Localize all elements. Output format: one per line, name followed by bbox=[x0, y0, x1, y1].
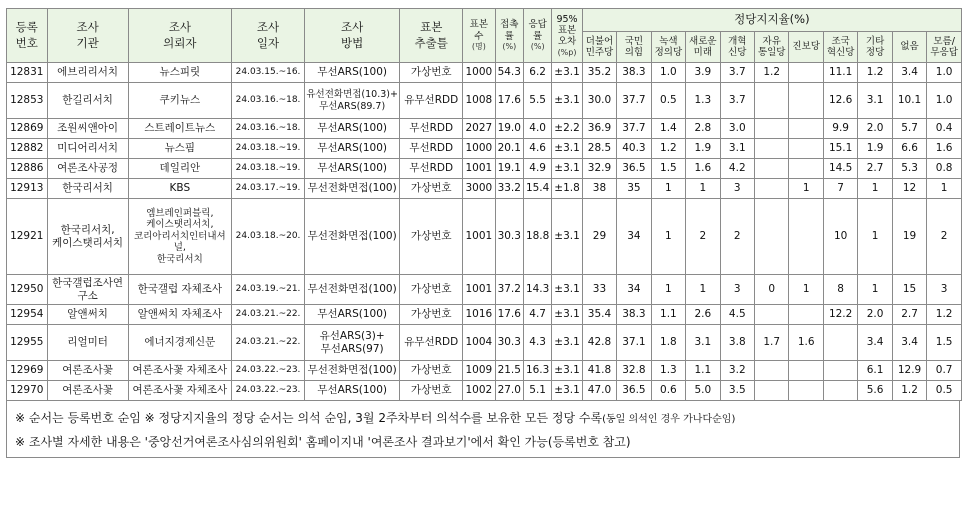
cell-party-support: 36.9 bbox=[582, 119, 616, 139]
cell-party-support bbox=[823, 381, 857, 401]
cell-date: 24.03.19.~21. bbox=[232, 275, 305, 305]
cell-party-support: 37.7 bbox=[617, 119, 651, 139]
cell-margin-of-error: ±3.1 bbox=[552, 275, 582, 305]
cell-party-support bbox=[789, 119, 823, 139]
cell-party-support: 3 bbox=[927, 275, 962, 305]
header-contact-rate: 접촉 률 (%) bbox=[495, 9, 523, 63]
cell-party-support: 19 bbox=[892, 199, 926, 275]
footnotes bbox=[6, 401, 960, 458]
cell-contact-rate: 30.3 bbox=[495, 325, 523, 361]
cell-party-support: 3.2 bbox=[720, 361, 754, 381]
cell-party-support: 3.0 bbox=[720, 119, 754, 139]
cell-party-support: 1.1 bbox=[651, 305, 685, 325]
cell-sample-frame: 가상번호 bbox=[400, 381, 463, 401]
cell-party-support: 5.3 bbox=[892, 159, 926, 179]
cell-party-support bbox=[755, 83, 789, 119]
header-party: 국민 의힘 bbox=[617, 32, 651, 63]
cell-client: 뉴스피릿 bbox=[128, 63, 231, 83]
cell-method: 무선ARS(100) bbox=[305, 139, 400, 159]
cell-party-support: 37.1 bbox=[617, 325, 651, 361]
cell-party-support: 1 bbox=[927, 179, 962, 199]
cell-org: 알앤써치 bbox=[47, 305, 128, 325]
cell-party-support: 3.8 bbox=[720, 325, 754, 361]
cell-party-support: 5.7 bbox=[892, 119, 926, 139]
cell-date: 24.03.18.~19. bbox=[232, 139, 305, 159]
cell-contact-rate: 20.1 bbox=[495, 139, 523, 159]
cell-margin-of-error: ±3.1 bbox=[552, 199, 582, 275]
cell-party-support: 38 bbox=[582, 179, 616, 199]
cell-method: 유선ARS(3)+ 무선ARS(97) bbox=[305, 325, 400, 361]
cell-party-support: 1.2 bbox=[927, 305, 962, 325]
cell-party-support bbox=[823, 325, 857, 361]
cell-party-support bbox=[789, 63, 823, 83]
cell-date: 24.03.16.~18. bbox=[232, 83, 305, 119]
cell-party-support: 1.9 bbox=[686, 139, 720, 159]
cell-client: 알앤써치 자체조사 bbox=[128, 305, 231, 325]
cell-contact-rate: 27.0 bbox=[495, 381, 523, 401]
cell-client: 여론조사꽃 자체조사 bbox=[128, 381, 231, 401]
cell-party-support: 35.2 bbox=[582, 63, 616, 83]
cell-sample-frame: 무선RDD bbox=[400, 119, 463, 139]
cell-sample-size: 1001 bbox=[463, 275, 495, 305]
cell-party-support: 10 bbox=[823, 199, 857, 275]
cell-party-support: 0 bbox=[755, 275, 789, 305]
cell-party-support: 36.5 bbox=[617, 159, 651, 179]
cell-org: 리얼미터 bbox=[47, 325, 128, 361]
cell-party-support: 1.0 bbox=[927, 63, 962, 83]
cell-party-support: 1.2 bbox=[892, 381, 926, 401]
cell-party-support: 35.4 bbox=[582, 305, 616, 325]
cell-method: 무선ARS(100) bbox=[305, 119, 400, 139]
cell-party-support: 6.1 bbox=[858, 361, 892, 381]
cell-party-support: 2 bbox=[720, 199, 754, 275]
header-date: 조사 일자 bbox=[232, 9, 305, 63]
cell-sample-size: 1001 bbox=[463, 159, 495, 179]
cell-reg-no: 12831 bbox=[7, 63, 48, 83]
cell-party-support bbox=[755, 139, 789, 159]
cell-margin-of-error: ±3.1 bbox=[552, 159, 582, 179]
cell-party-support: 14.5 bbox=[823, 159, 857, 179]
cell-party-support: 4.5 bbox=[720, 305, 754, 325]
cell-client: 에너지경제신문 bbox=[128, 325, 231, 361]
cell-party-support bbox=[755, 119, 789, 139]
cell-party-support: 5.6 bbox=[858, 381, 892, 401]
cell-party-support bbox=[789, 139, 823, 159]
cell-party-support: 12.2 bbox=[823, 305, 857, 325]
cell-party-support: 11.1 bbox=[823, 63, 857, 83]
table-row bbox=[7, 119, 962, 139]
cell-date: 24.03.18.~19. bbox=[232, 159, 305, 179]
cell-party-support: 3.4 bbox=[858, 325, 892, 361]
cell-party-support bbox=[755, 361, 789, 381]
cell-reg-no: 12913 bbox=[7, 179, 48, 199]
cell-sample-size: 2027 bbox=[463, 119, 495, 139]
cell-party-support: 1.7 bbox=[755, 325, 789, 361]
cell-reg-no: 12869 bbox=[7, 119, 48, 139]
cell-response-rate: 4.3 bbox=[523, 325, 551, 361]
cell-party-support: 1.8 bbox=[651, 325, 685, 361]
header-party: 새로운 미래 bbox=[686, 32, 720, 63]
cell-party-support: 38.3 bbox=[617, 305, 651, 325]
cell-party-support bbox=[755, 305, 789, 325]
cell-party-support: 1.9 bbox=[858, 139, 892, 159]
cell-party-support: 0.7 bbox=[927, 361, 962, 381]
header-client: 조사 의뢰자 bbox=[128, 9, 231, 63]
cell-party-support: 6.6 bbox=[892, 139, 926, 159]
cell-party-support: 10.1 bbox=[892, 83, 926, 119]
cell-client: 쿠키뉴스 bbox=[128, 83, 231, 119]
cell-response-rate: 5.5 bbox=[523, 83, 551, 119]
cell-sample-size: 1008 bbox=[463, 83, 495, 119]
header-reg-no: 등록 번호 bbox=[7, 9, 48, 63]
cell-response-rate: 4.7 bbox=[523, 305, 551, 325]
cell-party-support: 1.6 bbox=[686, 159, 720, 179]
cell-sample-size: 1002 bbox=[463, 381, 495, 401]
header-sample-frame: 표본 추출틀 bbox=[400, 9, 463, 63]
header-party: 기타 정당 bbox=[858, 32, 892, 63]
table-row bbox=[7, 381, 962, 401]
cell-date: 24.03.17.~19. bbox=[232, 179, 305, 199]
cell-party-support: 3.4 bbox=[892, 325, 926, 361]
cell-client: KBS bbox=[128, 179, 231, 199]
cell-method: 무선ARS(100) bbox=[305, 159, 400, 179]
cell-margin-of-error: ±3.1 bbox=[552, 381, 582, 401]
header-method: 조사 방법 bbox=[305, 9, 400, 63]
cell-contact-rate: 30.3 bbox=[495, 199, 523, 275]
cell-response-rate: 4.0 bbox=[523, 119, 551, 139]
cell-method: 무선ARS(100) bbox=[305, 63, 400, 83]
cell-response-rate: 15.4 bbox=[523, 179, 551, 199]
cell-party-support: 3.5 bbox=[720, 381, 754, 401]
cell-contact-rate: 33.2 bbox=[495, 179, 523, 199]
cell-party-support: 0.5 bbox=[927, 381, 962, 401]
poll-table-container bbox=[6, 8, 962, 458]
cell-org: 조원씨앤아이 bbox=[47, 119, 128, 139]
cell-party-support bbox=[789, 381, 823, 401]
header-party: 더불어 민주당 bbox=[582, 32, 616, 63]
cell-reg-no: 12886 bbox=[7, 159, 48, 179]
cell-party-support: 1 bbox=[651, 199, 685, 275]
cell-party-support: 3 bbox=[720, 179, 754, 199]
cell-party-support: 15 bbox=[892, 275, 926, 305]
cell-party-support: 4.2 bbox=[720, 159, 754, 179]
cell-party-support: 3.7 bbox=[720, 63, 754, 83]
cell-margin-of-error: ±2.2 bbox=[552, 119, 582, 139]
cell-sample-size: 1001 bbox=[463, 199, 495, 275]
cell-party-support: 0.6 bbox=[651, 381, 685, 401]
cell-margin-of-error: ±1.8 bbox=[552, 179, 582, 199]
cell-method: 무선전화면접(100) bbox=[305, 179, 400, 199]
cell-party-support: 12.6 bbox=[823, 83, 857, 119]
cell-party-support: 1.2 bbox=[858, 63, 892, 83]
cell-party-support: 2.0 bbox=[858, 119, 892, 139]
cell-party-support: 1.5 bbox=[927, 325, 962, 361]
cell-date: 24.03.21.~22. bbox=[232, 325, 305, 361]
cell-party-support: 0.8 bbox=[927, 159, 962, 179]
cell-org: 미디어리서치 bbox=[47, 139, 128, 159]
cell-party-support: 0.5 bbox=[651, 83, 685, 119]
cell-party-support bbox=[789, 361, 823, 381]
cell-sample-frame: 유무선RDD bbox=[400, 325, 463, 361]
cell-sample-frame: 가상번호 bbox=[400, 305, 463, 325]
cell-reg-no: 12950 bbox=[7, 275, 48, 305]
header-margin-of-error: 95% 표본 오차 (%p) bbox=[552, 9, 582, 63]
cell-party-support bbox=[823, 361, 857, 381]
cell-reg-no: 12955 bbox=[7, 325, 48, 361]
cell-sample-size: 1016 bbox=[463, 305, 495, 325]
cell-party-support: 15.1 bbox=[823, 139, 857, 159]
cell-party-support: 35 bbox=[617, 179, 651, 199]
table-row bbox=[7, 63, 962, 83]
cell-sample-size: 3000 bbox=[463, 179, 495, 199]
cell-sample-frame: 가상번호 bbox=[400, 199, 463, 275]
cell-date: 24.03.22.~23. bbox=[232, 361, 305, 381]
cell-method: 유선전화면접(10.3)+ 무선ARS(89.7) bbox=[305, 83, 400, 119]
cell-sample-frame: 무선RDD bbox=[400, 159, 463, 179]
cell-method: 무선전화면접(100) bbox=[305, 275, 400, 305]
cell-org: 한길리서치 bbox=[47, 83, 128, 119]
cell-client: 뉴스핌 bbox=[128, 139, 231, 159]
table-row bbox=[7, 361, 962, 381]
cell-date: 24.03.18.~20. bbox=[232, 199, 305, 275]
cell-reg-no: 12882 bbox=[7, 139, 48, 159]
cell-party-support: 1 bbox=[789, 179, 823, 199]
header-sample-size: 표본 수 (명) bbox=[463, 9, 495, 63]
cell-reg-no: 12969 bbox=[7, 361, 48, 381]
table-body bbox=[7, 63, 962, 401]
cell-org: 여론조사꽃 bbox=[47, 361, 128, 381]
cell-party-support: 1.1 bbox=[686, 361, 720, 381]
cell-response-rate: 6.2 bbox=[523, 63, 551, 83]
cell-sample-size: 1000 bbox=[463, 139, 495, 159]
cell-party-support: 0.4 bbox=[927, 119, 962, 139]
cell-reg-no: 12954 bbox=[7, 305, 48, 325]
cell-party-support: 1 bbox=[858, 199, 892, 275]
cell-party-support: 1 bbox=[789, 275, 823, 305]
cell-method: 무선ARS(100) bbox=[305, 305, 400, 325]
cell-sample-frame: 유무선RDD bbox=[400, 83, 463, 119]
cell-party-support: 1.0 bbox=[927, 83, 962, 119]
cell-party-support: 36.5 bbox=[617, 381, 651, 401]
table-row bbox=[7, 275, 962, 305]
cell-party-support: 3.1 bbox=[858, 83, 892, 119]
cell-party-support: 1 bbox=[651, 275, 685, 305]
cell-party-support: 47.0 bbox=[582, 381, 616, 401]
cell-party-support: 5.0 bbox=[686, 381, 720, 401]
header-party: 모름/ 무응답 bbox=[927, 32, 962, 63]
cell-party-support: 1.3 bbox=[651, 361, 685, 381]
header-party: 개혁 신당 bbox=[720, 32, 754, 63]
cell-sample-frame: 가상번호 bbox=[400, 275, 463, 305]
cell-org: 한국리서치 bbox=[47, 179, 128, 199]
cell-party-support bbox=[789, 199, 823, 275]
cell-party-support: 2.7 bbox=[892, 305, 926, 325]
cell-party-support bbox=[789, 305, 823, 325]
table-row bbox=[7, 199, 962, 275]
table-row bbox=[7, 179, 962, 199]
cell-org: 한국리서치, 케이스탯리서치 bbox=[47, 199, 128, 275]
cell-sample-size: 1000 bbox=[463, 63, 495, 83]
cell-party-support: 41.8 bbox=[582, 361, 616, 381]
poll-table bbox=[6, 8, 962, 401]
cell-org: 한국갤럽조사연 구소 bbox=[47, 275, 128, 305]
cell-party-support: 2.8 bbox=[686, 119, 720, 139]
header-org: 조사 기관 bbox=[47, 9, 128, 63]
cell-contact-rate: 17.6 bbox=[495, 305, 523, 325]
cell-party-support bbox=[755, 199, 789, 275]
cell-party-support: 1 bbox=[686, 275, 720, 305]
cell-party-support: 3.1 bbox=[686, 325, 720, 361]
cell-org: 에브리리서치 bbox=[47, 63, 128, 83]
cell-party-support: 1.2 bbox=[651, 139, 685, 159]
cell-party-support: 1.4 bbox=[651, 119, 685, 139]
cell-org: 여론조사꽃 bbox=[47, 381, 128, 401]
footnote-1: ※ 순서는 등록번호 순임 ※ 정당지지율의 정당 순서는 의석 순임, 3월 2주차부터 의석수를 보유한 모든 정당 수록(동일 의석인 경우 가나다순임) bbox=[15, 411, 736, 425]
cell-sample-frame: 무선RDD bbox=[400, 139, 463, 159]
cell-party-support: 37.7 bbox=[617, 83, 651, 119]
cell-org: 여론조사공정 bbox=[47, 159, 128, 179]
cell-margin-of-error: ±3.1 bbox=[552, 361, 582, 381]
cell-party-support bbox=[789, 159, 823, 179]
cell-response-rate: 4.9 bbox=[523, 159, 551, 179]
cell-reg-no: 12921 bbox=[7, 199, 48, 275]
cell-party-support: 38.3 bbox=[617, 63, 651, 83]
cell-sample-frame: 가상번호 bbox=[400, 179, 463, 199]
cell-party-support: 1 bbox=[686, 179, 720, 199]
cell-method: 무선ARS(100) bbox=[305, 381, 400, 401]
cell-party-support: 42.8 bbox=[582, 325, 616, 361]
cell-party-support: 1.5 bbox=[651, 159, 685, 179]
cell-party-support: 3.9 bbox=[686, 63, 720, 83]
cell-party-support: 1.0 bbox=[651, 63, 685, 83]
cell-date: 24.03.22.~23. bbox=[232, 381, 305, 401]
cell-party-support: 1.6 bbox=[789, 325, 823, 361]
cell-party-support: 2 bbox=[927, 199, 962, 275]
cell-margin-of-error: ±3.1 bbox=[552, 63, 582, 83]
cell-party-support: 2.7 bbox=[858, 159, 892, 179]
cell-sample-size: 1004 bbox=[463, 325, 495, 361]
cell-party-support: 3.7 bbox=[720, 83, 754, 119]
cell-party-support: 3.1 bbox=[720, 139, 754, 159]
cell-party-support: 9.9 bbox=[823, 119, 857, 139]
cell-party-support: 30.0 bbox=[582, 83, 616, 119]
cell-party-support: 28.5 bbox=[582, 139, 616, 159]
header-party-support: 정당지지율(%) bbox=[582, 9, 961, 32]
cell-party-support: 1 bbox=[651, 179, 685, 199]
cell-margin-of-error: ±3.1 bbox=[552, 83, 582, 119]
table-header bbox=[7, 9, 962, 63]
header-response-rate: 응답 률 (%) bbox=[523, 9, 551, 63]
cell-party-support: 1 bbox=[858, 275, 892, 305]
cell-party-support: 7 bbox=[823, 179, 857, 199]
cell-sample-frame: 가상번호 bbox=[400, 63, 463, 83]
cell-method: 무선전화면접(100) bbox=[305, 199, 400, 275]
cell-party-support: 33 bbox=[582, 275, 616, 305]
cell-response-rate: 5.1 bbox=[523, 381, 551, 401]
cell-client: 데일리안 bbox=[128, 159, 231, 179]
header-party: 자유 통일당 bbox=[755, 32, 789, 63]
cell-response-rate: 14.3 bbox=[523, 275, 551, 305]
header-party: 조국 혁신당 bbox=[823, 32, 857, 63]
table-row bbox=[7, 83, 962, 119]
cell-party-support: 3 bbox=[720, 275, 754, 305]
cell-sample-frame: 가상번호 bbox=[400, 361, 463, 381]
cell-party-support: 34 bbox=[617, 199, 651, 275]
cell-party-support: 2.6 bbox=[686, 305, 720, 325]
cell-response-rate: 18.8 bbox=[523, 199, 551, 275]
cell-contact-rate: 19.1 bbox=[495, 159, 523, 179]
cell-client: 스트레이트뉴스 bbox=[128, 119, 231, 139]
cell-contact-rate: 19.0 bbox=[495, 119, 523, 139]
cell-margin-of-error: ±3.1 bbox=[552, 305, 582, 325]
cell-party-support: 1.3 bbox=[686, 83, 720, 119]
cell-sample-size: 1009 bbox=[463, 361, 495, 381]
cell-party-support: 8 bbox=[823, 275, 857, 305]
table-row bbox=[7, 305, 962, 325]
cell-reg-no: 12970 bbox=[7, 381, 48, 401]
cell-party-support: 2.0 bbox=[858, 305, 892, 325]
header-party: 녹색 정의당 bbox=[651, 32, 685, 63]
cell-party-support: 12 bbox=[892, 179, 926, 199]
cell-response-rate: 4.6 bbox=[523, 139, 551, 159]
cell-party-support: 1.6 bbox=[927, 139, 962, 159]
cell-contact-rate: 21.5 bbox=[495, 361, 523, 381]
cell-party-support: 1.2 bbox=[755, 63, 789, 83]
cell-method: 무선전화면접(100) bbox=[305, 361, 400, 381]
cell-margin-of-error: ±3.1 bbox=[552, 139, 582, 159]
cell-reg-no: 12853 bbox=[7, 83, 48, 119]
header-party: 없음 bbox=[892, 32, 926, 63]
cell-response-rate: 16.3 bbox=[523, 361, 551, 381]
cell-party-support: 1 bbox=[858, 179, 892, 199]
cell-client: 한국갤럽 자체조사 bbox=[128, 275, 231, 305]
table-row bbox=[7, 325, 962, 361]
table-row bbox=[7, 139, 962, 159]
cell-contact-rate: 17.6 bbox=[495, 83, 523, 119]
cell-client: 엠브레인퍼블릭, 케이스탯리서치, 코리아리서치인터내셔널, 한국리서치 bbox=[128, 199, 231, 275]
cell-party-support bbox=[755, 159, 789, 179]
cell-party-support: 3.4 bbox=[892, 63, 926, 83]
table-row bbox=[7, 159, 962, 179]
cell-party-support bbox=[789, 83, 823, 119]
cell-date: 24.03.21.~22. bbox=[232, 305, 305, 325]
footnote-2: ※ 조사별 자세한 내용은 '중앙선거여론조사심의위원회' 홈페이지내 '여론조사 결과보기'에서 확인 가능(등록번호 참고) bbox=[15, 435, 631, 449]
cell-contact-rate: 37.2 bbox=[495, 275, 523, 305]
cell-margin-of-error: ±3.1 bbox=[552, 325, 582, 361]
cell-party-support: 12.9 bbox=[892, 361, 926, 381]
cell-contact-rate: 54.3 bbox=[495, 63, 523, 83]
cell-date: 24.03.15.~16. bbox=[232, 63, 305, 83]
cell-date: 24.03.16.~18. bbox=[232, 119, 305, 139]
cell-party-support: 32.9 bbox=[582, 159, 616, 179]
cell-party-support bbox=[755, 381, 789, 401]
cell-party-support: 40.3 bbox=[617, 139, 651, 159]
cell-party-support: 2 bbox=[686, 199, 720, 275]
cell-party-support: 32.8 bbox=[617, 361, 651, 381]
header-party: 진보당 bbox=[789, 32, 823, 63]
cell-party-support: 29 bbox=[582, 199, 616, 275]
cell-client: 여론조사꽃 자체조사 bbox=[128, 361, 231, 381]
cell-party-support bbox=[755, 179, 789, 199]
cell-party-support: 34 bbox=[617, 275, 651, 305]
